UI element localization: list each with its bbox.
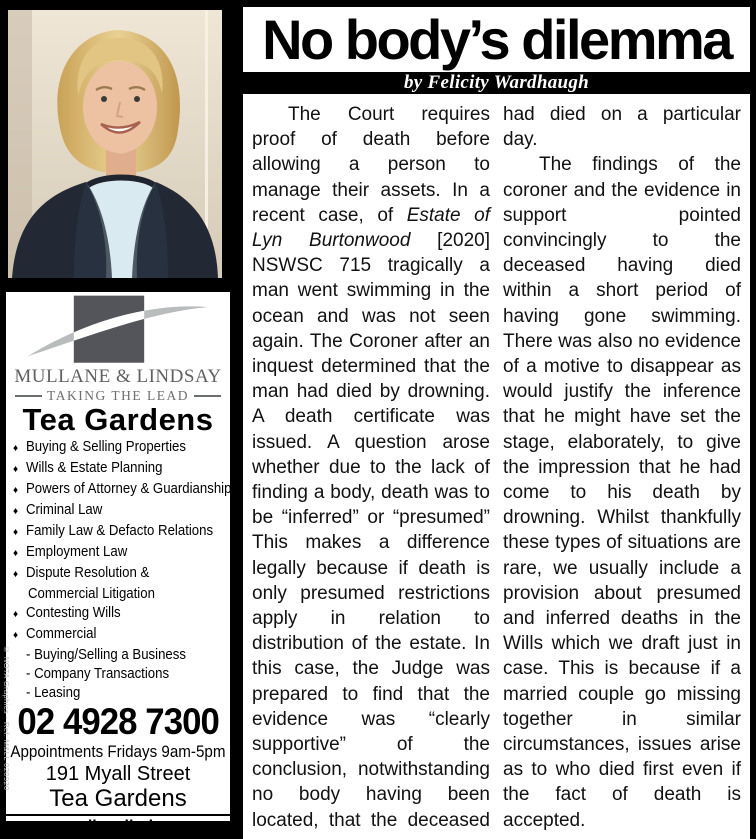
services-list [6, 437, 230, 702]
list-item: ♦ Employment Law [13, 542, 230, 563]
list-item: ♦ Buying & Selling Properties [13, 437, 230, 458]
portrait-photo-illustration [8, 10, 222, 278]
diamond-bullet-icon: ♦ [13, 548, 19, 559]
website-link[interactable]: www.mullanelindsay.com.au [22, 816, 240, 837]
list-item: ♦ Wills & Estate Planning [13, 458, 230, 479]
diamond-bullet-icon: ♦ [13, 609, 19, 620]
print-credit: © NOTA Graphics - Ref: M&LL 020920 [2, 645, 11, 791]
website-bar [6, 814, 240, 838]
list-subitem: - Company Transactions [26, 665, 170, 682]
address-town: Tea Gardens [49, 785, 187, 812]
article-column [243, 7, 750, 831]
paragraph-text: [2020] NSWSC 715 tragically a man went swimming in the ocean and was not seen again. The Coroner after an inquest determined that the man had died by drowning. A death certificate was issued. A question arose whether due to the lack of finding a body, death was to be “inferred” or “presumed” This makes a difference legally because if death is only presumed restrictions apply in relation to distribution of the estate. In this case, the Judge was prepared to find that the evidence was “clearly supportive” of the conclusion, notwithstanding no body having been located, that the deceased had died on a particular day. [252, 104, 741, 831]
mullane-lindsay-logo-icon [7, 294, 229, 366]
diamond-bullet-icon: ♦ [13, 464, 19, 475]
list-item: ♦ Family Law & Defacto Relations [13, 521, 230, 542]
article-body [243, 94, 750, 839]
diamond-bullet-icon: ♦ [13, 569, 19, 580]
list-item-continuation: Commercial Litigation [28, 585, 155, 602]
article-byline: by Felicity Wardhaugh [403, 72, 590, 93]
list-item: ♦ Powers of Attorney & Guardianship [13, 479, 230, 500]
article-title: No body’s dilemma [262, 8, 731, 71]
tagline-dash-left [15, 395, 42, 397]
byline-bar [243, 72, 750, 94]
tagline-text: TAKING THE LEAD [47, 387, 189, 403]
list-subitem: - Buying/Selling a Business [26, 646, 186, 663]
headline-box [243, 7, 750, 72]
list-item: ♦ Contesting Wills [13, 603, 230, 624]
article-paragraph: The findings of the coroner and the evidence in support pointed convincingly to the deceased having died within a short period of having gone swimming. There was also no evidence of a motive to disappear as would justify the inference that he might have set the stage, elaborately, to give the impression that he had come to his death by drowning. Whilst thankfully these types of situations are rare, we usually include a provision about presumed and inferred deaths in the Wills which we draft just in case. This is because if a married couple go missing together in similar circumstances, issues arise as to who died first even if the fact of death is accepted. [503, 154, 741, 831]
list-subitem: - Leasing [26, 684, 81, 701]
diamond-bullet-icon: ♦ [13, 506, 19, 517]
case-citation: Estate of Lyn Burtonwood [252, 204, 490, 252]
list-item: ♦ Commercial [13, 624, 230, 645]
tagline-dash-right [194, 395, 221, 397]
address-street: 191 Myall Street [45, 763, 191, 785]
location-heading: Tea Gardens [22, 402, 214, 437]
appointments-note: Appointments Fridays 9am-5pm [10, 743, 226, 761]
diamond-bullet-icon: ♦ [13, 485, 19, 496]
list-item: ♦ Criminal Law [13, 500, 230, 521]
list-item: ♦ Dispute Resolution & [13, 563, 230, 584]
firm-tagline [15, 388, 221, 403]
sidebar-panel [6, 292, 240, 837]
paragraph-text: The Court requires proof of death before allowing a person to manage their assets. In a recent case, of [252, 104, 490, 226]
diamond-bullet-icon: ♦ [13, 527, 19, 538]
phone-number: 02 4928 7300 [17, 701, 219, 742]
diamond-bullet-icon: ♦ [13, 630, 19, 641]
firm-name: MULLANE & LINDSAY [14, 366, 222, 387]
diamond-bullet-icon: ♦ [13, 443, 19, 454]
portrait-photo [8, 10, 222, 278]
